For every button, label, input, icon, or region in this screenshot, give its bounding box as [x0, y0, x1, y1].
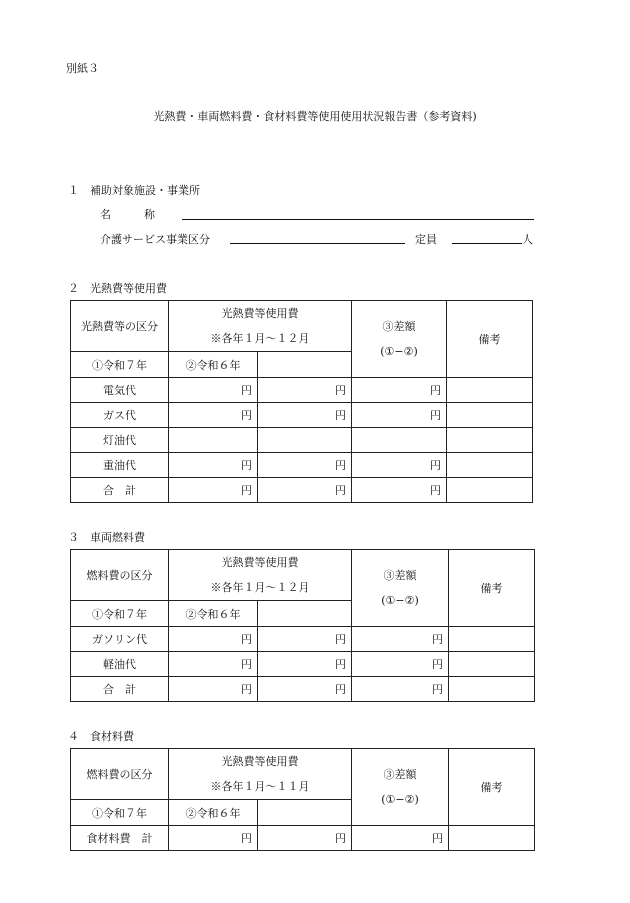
r7-cell[interactable] [169, 428, 258, 453]
table-row [71, 378, 533, 403]
col-diff-title: ③差額 [382, 320, 416, 333]
row-label: ガス代 [71, 403, 169, 428]
food-cost-table [70, 748, 535, 851]
diff-cell[interactable]: 円 [352, 378, 447, 403]
table-row [71, 403, 533, 428]
col-diff-formula: (①−②) [381, 793, 419, 806]
r6-cell[interactable]: 円 [258, 378, 352, 403]
remarks-cell[interactable] [447, 378, 533, 403]
table-row [71, 453, 533, 478]
remarks-cell[interactable] [447, 428, 533, 453]
r7-cell[interactable]: 円 [169, 627, 258, 652]
table-row [71, 428, 533, 453]
col-remarks: 備考 [449, 749, 535, 826]
col-r7: ①令和７年 [71, 800, 169, 826]
col-usage-period: ※各年１月～１２月 [210, 581, 310, 594]
row-label: 合 計 [71, 677, 169, 702]
table-row [71, 652, 535, 677]
r6-cell[interactable]: 円 [258, 677, 352, 702]
table-row-total [71, 826, 535, 851]
diff-cell[interactable]: 円 [352, 677, 449, 702]
col-usage [169, 749, 352, 800]
col-usage-title: 光熱費等使用費 [221, 556, 299, 569]
section2-heading: ２ 光熱費等使用費 [68, 282, 167, 295]
col-usage-period: ※各年１月～１２月 [210, 332, 310, 345]
col-usage [169, 301, 352, 352]
remarks-cell[interactable] [449, 826, 535, 851]
attachment-label: 別紙３ [66, 62, 99, 75]
col-r6: ②令和６年 [169, 601, 258, 627]
row-label: 灯油代 [71, 428, 169, 453]
r6-cell[interactable]: 円 [258, 453, 352, 478]
diff-cell[interactable]: 円 [352, 627, 449, 652]
col-diff-formula: (①−②) [380, 345, 418, 358]
name-field[interactable] [182, 207, 534, 220]
remarks-cell[interactable] [449, 652, 535, 677]
col-diff-title: ③差額 [383, 569, 417, 582]
table-row-total [71, 677, 535, 702]
diff-cell[interactable]: 円 [352, 652, 449, 677]
col-category: 燃料費の区分 [71, 550, 169, 601]
col-category: 光熱費等の区分 [71, 301, 169, 352]
r7-cell[interactable]: 円 [169, 652, 258, 677]
row-label: 食材料費 計 [71, 826, 169, 851]
remarks-cell[interactable] [447, 453, 533, 478]
capacity-field[interactable] [452, 231, 522, 244]
r7-cell[interactable]: 円 [169, 677, 258, 702]
remarks-cell[interactable] [447, 403, 533, 428]
r7-cell[interactable]: 円 [169, 403, 258, 428]
r6-cell[interactable] [258, 428, 352, 453]
diff-cell[interactable]: 円 [352, 403, 447, 428]
diff-cell[interactable]: 円 [352, 478, 447, 503]
r7-cell[interactable]: 円 [169, 453, 258, 478]
col-usage [169, 550, 352, 601]
section3-heading: ３ 車両燃料費 [68, 531, 145, 544]
col-usage-period: ※各年１月～１１月 [210, 780, 310, 793]
r6-cell[interactable]: 円 [258, 652, 352, 677]
vehicle-fuel-table [70, 549, 535, 702]
col-usage-title: 光熱費等使用費 [221, 307, 299, 320]
col-r6: ②令和６年 [169, 352, 258, 378]
row-label: 合 計 [71, 478, 169, 503]
remarks-cell[interactable] [447, 478, 533, 503]
diff-cell[interactable] [352, 428, 447, 453]
service-type-label: 介護サービス事業区分 [100, 233, 210, 246]
section4-heading: ４ 食材料費 [68, 730, 134, 743]
diff-cell[interactable]: 円 [352, 826, 449, 851]
r7-cell[interactable]: 円 [169, 826, 258, 851]
row-label: 軽油代 [71, 652, 169, 677]
r6-cell[interactable]: 円 [258, 403, 352, 428]
remarks-cell[interactable] [449, 677, 535, 702]
col-diff-title: ③差額 [383, 768, 417, 781]
diff-cell[interactable]: 円 [352, 453, 447, 478]
col-category: 燃料費の区分 [71, 749, 169, 800]
col-r7: ①令和７年 [71, 352, 169, 378]
col-diff-formula: (①−②) [381, 594, 419, 607]
r6-cell[interactable]: 円 [258, 826, 352, 851]
r6-cell[interactable]: 円 [258, 627, 352, 652]
utility-cost-table [70, 300, 533, 503]
capacity-unit: 人 [522, 233, 533, 246]
col-remarks: 備考 [447, 301, 533, 378]
col-r6: ②令和６年 [169, 800, 258, 826]
col-r7: ①令和７年 [71, 601, 169, 627]
table-row-total [71, 478, 533, 503]
r6-cell[interactable]: 円 [258, 478, 352, 503]
table-row [71, 627, 535, 652]
col-diff [352, 550, 449, 627]
capacity-label: 定員 [415, 233, 437, 246]
page-title: 光熱費・車両燃料費・食材料費等使用使用状況報告書（参考資料) [153, 110, 477, 123]
row-label: 電気代 [71, 378, 169, 403]
section1-heading: １ 補助対象施設・事業所 [68, 184, 200, 197]
row-label: 重油代 [71, 453, 169, 478]
r7-cell[interactable]: 円 [169, 478, 258, 503]
col-remarks: 備考 [449, 550, 535, 627]
col-diff [352, 749, 449, 826]
col-diff [352, 301, 447, 378]
col-usage-title: 光熱費等使用費 [221, 755, 299, 768]
r7-cell[interactable]: 円 [169, 378, 258, 403]
name-label: 名 称 [100, 208, 155, 221]
remarks-cell[interactable] [449, 627, 535, 652]
row-label: ガソリン代 [71, 627, 169, 652]
service-type-field[interactable] [230, 231, 405, 244]
